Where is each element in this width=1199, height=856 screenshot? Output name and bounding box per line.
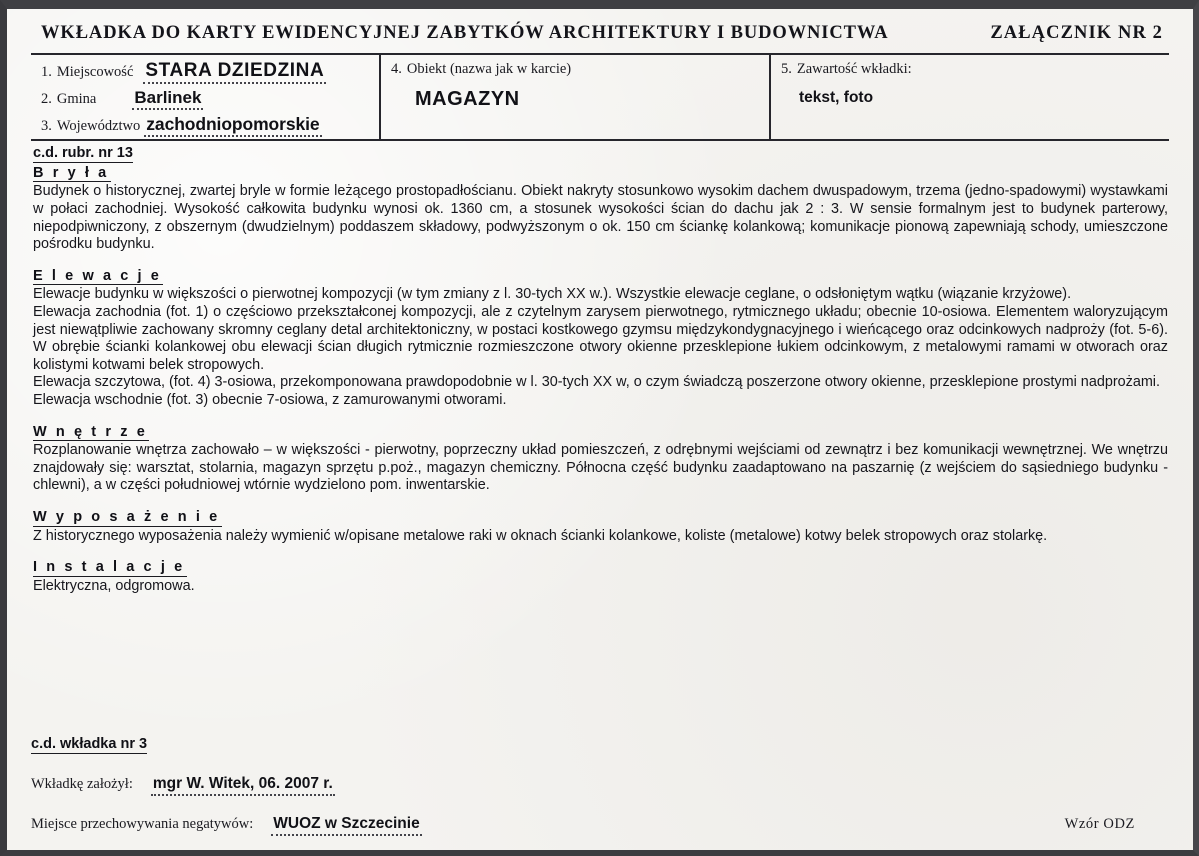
field-locality-number: 1. (41, 64, 52, 80)
section-heading-instalacje: I n s t a l a c j e (33, 559, 185, 576)
field-object-caption (391, 61, 769, 78)
paper-sheet (7, 9, 1193, 850)
section-instalacje (33, 558, 1168, 595)
section-paragraph: Elewacja szczytowa, (fot. 4) 3-osiowa, przekomponowana prawdopodobnie w l. 30-tych XX w, o czym świadczą poszerzone otwory okienne, przesklepione prostymi nadprożami. (33, 374, 1161, 391)
section-paragraph: Elewacja zachodnia (fot. 1) o częściowo przekształconej kompozycji, ale z czytelnym zarysem pierwotnego, rytmicznego układu; obecnie 10-osiowa. Elementem waloryzującym jest niewątpliwie zachowany skromny ceglany detal architektoniczny, w postaci kostkowego gzymsu międzykondygnacyjnego i wieńcącego oraz odcinkowych nadproży (fot. 5-6). W obrębie ścianki kolankowej obu elewacji ścian długich rytmicznie rozmieszczone otwory okienne przesklepione łukiem odcinkowym, z metalowymi ramami w otworach oraz kolistymi kotwami belek stropowych. (33, 303, 1168, 373)
field-contents-caption (781, 61, 1169, 78)
footer-negatives-value: WUOZ w Szczecinie (271, 815, 421, 836)
field-commune-label: Gmina (56, 91, 97, 108)
section-paragraph: Elektryczna, odgromowa. (33, 577, 195, 594)
field-voivodeship-value: zachodniopomorskie (144, 115, 321, 137)
section-paragraph: Z historycznego wyposażenia należy wymienić w/opisane metalowe raki w oknach ścianki kolankowe, koliste (metalowe) kotwy belek stropowych oraz stolarkę. (33, 527, 1048, 544)
section-heading-wyposazenie: W y p o s a ż e n i e (33, 509, 220, 525)
field-commune-number: 2. (41, 91, 52, 108)
field-voivodeship-label: Województwo (56, 118, 141, 135)
section-heading-wnetrze: W n ę t r z e (33, 423, 148, 440)
footer-bottom-row (31, 815, 1169, 836)
section-heading-elewacje: E l e w a c j e (33, 267, 162, 284)
section-wyposazenie (33, 508, 1168, 545)
field-object-value: MAGAZYN (415, 88, 520, 110)
section-wnetrze (33, 423, 1168, 495)
section-paragraph: Elewacja wschodnie (fot. 3) obecnie 7-osiowa, z zamurowanymi otworami. (33, 391, 507, 408)
field-contents-value: tekst, foto (799, 89, 874, 106)
footer-author-label: Wkładkę założył: (31, 776, 133, 793)
field-object-number: 4. (391, 61, 402, 77)
section-elewacje (33, 267, 1168, 410)
document-title: WKŁADKA DO KARTY EWIDENCYJNEJ ZABYTKÓW ARCHITEKTURY I BUDOWNICTWA (41, 23, 889, 43)
footer-author-value: mgr W. Witek, 06. 2007 r. (151, 775, 335, 796)
field-voivodeship (41, 115, 379, 137)
field-contents-number: 5. (781, 61, 792, 77)
footer-negatives-label: Miejsce przechowywania negatywów: (31, 816, 254, 833)
section-paragraph: Budynek o historycznej, zwartej bryle w formie leżącego prostopadłościanu. Obiekt nakryty stosunkowo wysokim dachem dwuspadowym, trzema (jedno-spadowymi) wystawkami w połaci zachodniej. Wysokość całkowita budynku wynosi ok. 1360 cm, a stosunek wysokości ścian do dachu jak 2 : 3. W sensie formalnym jest to budynek parterowy, niepodpiwniczony, z obszernym (dwudzielnym) poddaszem składowy, podwyższonym o ok. 150 cm ściankę kolankową; komunikacje pionową zapewniają schody, umieszczone pośrodku budynku. (33, 183, 1168, 253)
header-cell-location (31, 55, 381, 139)
field-commune (41, 89, 379, 110)
continuation-label-rubric: c.d. rubr. nr 13 (33, 145, 133, 161)
field-locality-value: STARA DZIEDZINA (143, 61, 326, 84)
body-content (31, 144, 1169, 596)
footer-negatives-row (31, 815, 422, 836)
document-title-row (31, 23, 1169, 44)
footer-author-row (31, 775, 1169, 796)
header-table (31, 53, 1169, 141)
continuation-label-insert: c.d. wkładka nr 3 (31, 736, 147, 754)
page-footer (31, 735, 1169, 836)
header-cell-contents (771, 55, 1169, 139)
page-content (31, 23, 1169, 596)
field-locality (41, 61, 379, 84)
field-commune-value: Barlinek (132, 89, 203, 110)
annex-number: ZAŁĄCZNIK NR 2 (990, 23, 1163, 43)
field-contents-label: Zawartość wkładki: (796, 61, 912, 77)
footer-form-code: Wzór ODZ (1064, 816, 1135, 833)
field-voivodeship-number: 3. (41, 118, 52, 135)
section-paragraph: Elewacje budynku w większości o pierwotnej kompozycji (w tym zmiany z l. 30-tych XX w.). Wszystkie elewacje ceglane, o odsłoniętym wątku (wiązanie krzyżowe). (33, 286, 1072, 303)
section-heading-bryla: B r y ł a (33, 164, 109, 181)
header-cell-object (381, 55, 771, 139)
field-object-label: Obiekt (nazwa jak w karcie) (406, 61, 572, 77)
field-locality-label: Miejscowość (56, 64, 134, 80)
section-bryla (33, 164, 1168, 254)
section-paragraph: Rozplanowanie wnętrza zachowało – w większości - pierwotny, poprzeczny układ pomieszczeń, z odrębnymi wejściami od zewnątrz i bez komunikacji wewnętrznej. We wnętrzu znajdowały się: warsztat, stolarnia, magazyn sprzętu p.poż., magazyn chemiczny. Północna część budynku zaadaptowano na paszarnię (z wejściem do sąsiedniego budynku - chlewni), a w części południowej wtórnie wydzielono pom. inwentarskie. (33, 442, 1168, 494)
continuation-marker-top (33, 144, 1168, 164)
